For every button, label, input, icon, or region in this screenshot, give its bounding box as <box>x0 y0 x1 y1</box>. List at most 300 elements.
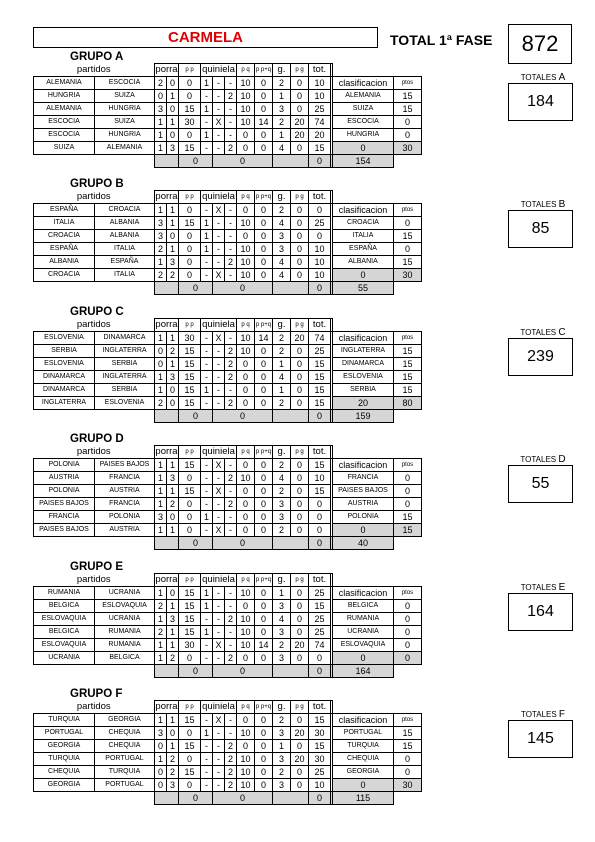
score-cell: 0 <box>255 77 273 90</box>
score-cell: - <box>213 498 225 511</box>
match-row <box>34 230 422 243</box>
score-cell: 20 <box>291 129 309 142</box>
score-cell: 2 <box>225 498 237 511</box>
match-row <box>34 498 422 511</box>
header-row <box>34 191 422 204</box>
score-cell: 0 <box>179 256 201 269</box>
score-cell: 0 <box>255 652 273 665</box>
score-cell: 1 <box>155 639 167 652</box>
score-cell: 3 <box>273 753 291 766</box>
score-cell: 0 <box>291 384 309 397</box>
match-row <box>34 740 422 753</box>
score-cell: 4 <box>273 142 291 155</box>
score-cell: 0 <box>237 485 255 498</box>
score-cell: - <box>225 714 237 727</box>
clas-points: 0 <box>394 626 422 639</box>
away-team: TURQUIA <box>95 766 155 779</box>
subtotal-value: 0 <box>213 665 273 678</box>
score-cell: 3 <box>167 613 179 626</box>
header-pq: p q <box>237 319 255 332</box>
clas-points: 15 <box>394 358 422 371</box>
header-quiniela: quiniela <box>202 446 235 457</box>
home-team: CROACIA <box>34 269 95 282</box>
score-cell: - <box>213 511 225 524</box>
away-team: PAISES BAJOS <box>95 459 155 472</box>
score-cell: 20 <box>291 727 309 740</box>
totales-label <box>508 199 578 210</box>
match-row <box>34 459 422 472</box>
score-cell: 10 <box>237 727 255 740</box>
score-cell: 10 <box>237 269 255 282</box>
spacer <box>333 574 394 587</box>
header-g: g. <box>273 701 291 714</box>
score-cell: 0 <box>237 358 255 371</box>
score-cell: - <box>225 77 237 90</box>
subtotal-blank <box>155 665 179 678</box>
home-team: TURQUIA <box>34 714 95 727</box>
score-cell: 1 <box>167 740 179 753</box>
score-cell: 3 <box>155 230 167 243</box>
score-cell: 1 <box>155 384 167 397</box>
clas-subtotal-points: 80 <box>394 397 422 410</box>
score-cell: 1 <box>201 626 213 639</box>
score-cell: - <box>201 90 213 103</box>
header-porra: porra <box>155 574 178 585</box>
away-team: CROACIA <box>95 204 155 217</box>
score-cell: 15 <box>179 384 201 397</box>
score-cell: 10 <box>309 269 331 282</box>
clas-team: ESLOVAQUIA <box>333 639 394 652</box>
clasificacion-header: clasificacion <box>333 587 394 600</box>
totales-text: TOTALES <box>520 455 557 464</box>
subtotal-blank <box>273 792 309 805</box>
totales-text: TOTALES <box>520 583 557 592</box>
score-cell: 30 <box>179 332 201 345</box>
score-cell: 2 <box>225 256 237 269</box>
match-row <box>34 243 422 256</box>
score-cell: 10 <box>237 243 255 256</box>
score-cell: - <box>201 766 213 779</box>
score-cell: 4 <box>273 217 291 230</box>
score-cell: 10 <box>237 116 255 129</box>
score-cell: 10 <box>309 256 331 269</box>
totales-letter: F <box>558 709 566 720</box>
clas-subtotal-points: 30 <box>394 142 422 155</box>
clas-subtotal: 0 <box>333 652 394 665</box>
home-team: FRANCIA <box>34 511 95 524</box>
away-team: UCRANIA <box>95 587 155 600</box>
score-cell: 15 <box>309 714 331 727</box>
score-cell: 0 <box>255 129 273 142</box>
score-cell: - <box>213 397 225 410</box>
score-cell: 0 <box>237 714 255 727</box>
score-cell: X <box>213 116 225 129</box>
score-cell: 0 <box>291 90 309 103</box>
score-cell: 74 <box>309 116 331 129</box>
clas-points: 15 <box>394 740 422 753</box>
clas-points: 0 <box>394 613 422 626</box>
away-team: ESCOCIA <box>95 77 155 90</box>
header-ppq: p p+q <box>255 64 273 77</box>
header-g: g. <box>273 319 291 332</box>
totales-text: TOTALES <box>520 200 557 209</box>
clas-team: ESCOCIA <box>333 116 394 129</box>
clas-subtotal: 20 <box>333 397 394 410</box>
spacer <box>394 64 422 77</box>
spacer <box>34 665 155 678</box>
score-cell: 2 <box>273 116 291 129</box>
score-cell: 0 <box>179 90 201 103</box>
score-cell: 0 <box>291 217 309 230</box>
score-cell: 2 <box>167 766 179 779</box>
score-cell: 2 <box>273 639 291 652</box>
header-partidos: partidos <box>76 63 111 75</box>
score-cell: 0 <box>255 600 273 613</box>
match-row <box>34 103 422 116</box>
score-cell: 1 <box>273 384 291 397</box>
ptos-header: ptos <box>394 714 422 727</box>
score-cell: - <box>213 472 225 485</box>
away-team: FRANCIA <box>95 472 155 485</box>
score-cell: 1 <box>155 204 167 217</box>
clas-points: 0 <box>394 243 422 256</box>
spacer <box>333 446 394 459</box>
subtotal-value: 0 <box>309 155 331 168</box>
score-cell: 0 <box>255 524 273 537</box>
score-cell: 15 <box>309 142 331 155</box>
score-cell: 10 <box>237 639 255 652</box>
group-title: GRUPO C <box>70 306 124 318</box>
totales-label <box>508 327 578 338</box>
score-cell: 1 <box>273 740 291 753</box>
score-cell: 0 <box>167 511 179 524</box>
group-table <box>33 445 422 550</box>
score-cell: 2 <box>273 397 291 410</box>
home-team: ESLOVENIA <box>34 358 95 371</box>
score-cell: 0 <box>291 779 309 792</box>
totales-value: 85 <box>508 210 573 248</box>
score-cell: 0 <box>291 587 309 600</box>
header-quiniela: quiniela <box>202 319 235 330</box>
header-partidos: partidos <box>76 700 111 712</box>
home-team: SERBIA <box>34 345 95 358</box>
score-cell: X <box>213 269 225 282</box>
score-cell: 1 <box>167 358 179 371</box>
score-cell: 15 <box>179 626 201 639</box>
subtotal-value: 0 <box>309 410 331 423</box>
score-cell: 10 <box>309 90 331 103</box>
home-team: DINAMARCA <box>34 384 95 397</box>
score-cell: 1 <box>167 639 179 652</box>
subtotal-blank <box>155 537 179 550</box>
score-cell: 15 <box>309 485 331 498</box>
score-cell: 0 <box>255 90 273 103</box>
score-cell: 1 <box>155 116 167 129</box>
subtotal-value: 159 <box>333 410 394 423</box>
match-row <box>34 613 422 626</box>
clas-team: PORTUGAL <box>333 727 394 740</box>
away-team: ESPAÑA <box>95 256 155 269</box>
subtotal-row <box>34 665 422 678</box>
score-cell: - <box>213 345 225 358</box>
score-cell: 1 <box>273 90 291 103</box>
score-cell: - <box>201 779 213 792</box>
score-cell: 0 <box>255 256 273 269</box>
score-cell: 25 <box>309 345 331 358</box>
header-pp: p p <box>179 64 201 77</box>
clas-points: 0 <box>394 116 422 129</box>
score-cell: 0 <box>237 740 255 753</box>
score-cell: 14 <box>255 332 273 345</box>
group-b <box>33 178 578 293</box>
score-cell: - <box>201 397 213 410</box>
score-cell: 3 <box>155 727 167 740</box>
totales-letter: C <box>558 327 566 338</box>
score-cell: 1 <box>155 613 167 626</box>
score-cell: 1 <box>155 498 167 511</box>
score-cell: 0 <box>179 230 201 243</box>
home-team: SUIZA <box>34 142 95 155</box>
score-cell: 0 <box>255 779 273 792</box>
score-cell: 0 <box>291 142 309 155</box>
header-pq: p q <box>237 701 255 714</box>
score-cell: 0 <box>167 384 179 397</box>
subtotal-value: 0 <box>309 537 331 550</box>
score-cell: 0 <box>291 103 309 116</box>
score-cell: 0 <box>291 485 309 498</box>
clas-points: 0 <box>394 217 422 230</box>
score-cell: 20 <box>309 129 331 142</box>
score-cell: 15 <box>179 142 201 155</box>
score-cell: 30 <box>309 753 331 766</box>
header-pp: p p <box>179 446 201 459</box>
home-team: GEORGIA <box>34 779 95 792</box>
home-team: ITALIA <box>34 217 95 230</box>
score-cell: 3 <box>155 217 167 230</box>
clas-team: ITALIA <box>333 230 394 243</box>
score-cell: 2 <box>155 269 167 282</box>
home-team: BELGICA <box>34 600 95 613</box>
score-cell: 0 <box>291 740 309 753</box>
score-cell: 2 <box>225 613 237 626</box>
score-cell: - <box>201 256 213 269</box>
clas-points: 15 <box>394 256 422 269</box>
score-cell: 3 <box>273 626 291 639</box>
totales-letter: A <box>558 72 566 83</box>
clas-points: 0 <box>394 485 422 498</box>
score-cell: 1 <box>167 626 179 639</box>
score-cell: 2 <box>155 243 167 256</box>
score-cell: 0 <box>255 358 273 371</box>
score-cell: 4 <box>273 371 291 384</box>
score-cell: 20 <box>291 332 309 345</box>
header-ppq: p p+q <box>255 191 273 204</box>
subtotal-blank <box>155 155 179 168</box>
score-cell: 0 <box>179 243 201 256</box>
score-cell: 0 <box>167 103 179 116</box>
score-cell: - <box>213 217 225 230</box>
score-cell: X <box>213 714 225 727</box>
header-pg: p g <box>291 574 309 587</box>
score-cell: 0 <box>237 230 255 243</box>
subtotal-value: 0 <box>309 282 331 295</box>
clas-team: ALEMANIA <box>333 90 394 103</box>
away-team: SUIZA <box>95 116 155 129</box>
score-cell: - <box>213 142 225 155</box>
score-cell: 1 <box>201 77 213 90</box>
score-cell: 1 <box>201 103 213 116</box>
spacer <box>333 701 394 714</box>
score-cell: - <box>225 269 237 282</box>
home-team: PAISES BAJOS <box>34 498 95 511</box>
away-team: SERBIA <box>95 358 155 371</box>
totales-letter: D <box>558 454 566 465</box>
score-cell: 4 <box>273 472 291 485</box>
header-quiniela: quiniela <box>202 701 235 712</box>
subtotal-row <box>34 410 422 423</box>
score-cell: 0 <box>291 600 309 613</box>
clas-subtotal-points: 0 <box>394 652 422 665</box>
away-team: ESLOVENIA <box>95 397 155 410</box>
score-cell: 0 <box>255 371 273 384</box>
score-cell: - <box>201 472 213 485</box>
score-cell: X <box>213 459 225 472</box>
clas-points: 15 <box>394 511 422 524</box>
score-cell: 2 <box>225 371 237 384</box>
ptos-header: ptos <box>394 459 422 472</box>
score-cell: 1 <box>155 753 167 766</box>
clas-points: 0 <box>394 639 422 652</box>
match-row <box>34 524 422 537</box>
score-cell: 0 <box>255 740 273 753</box>
clas-team: CHEQUIA <box>333 753 394 766</box>
group-title: GRUPO B <box>70 178 124 190</box>
away-team: INGLATERRA <box>95 371 155 384</box>
score-cell: 0 <box>309 230 331 243</box>
score-cell: 0 <box>179 204 201 217</box>
score-cell: 1 <box>201 230 213 243</box>
score-cell: 2 <box>225 740 237 753</box>
score-cell: 3 <box>167 256 179 269</box>
ptos-header: ptos <box>394 587 422 600</box>
group-f <box>33 688 578 803</box>
header-g: g. <box>273 64 291 77</box>
match-row <box>34 90 422 103</box>
clas-team: HUNGRIA <box>333 129 394 142</box>
subtotal-blank <box>155 410 179 423</box>
score-cell: 14 <box>255 116 273 129</box>
header-pp: p p <box>179 191 201 204</box>
score-cell: 0 <box>309 524 331 537</box>
score-cell: 0 <box>255 511 273 524</box>
score-cell: 0 <box>255 498 273 511</box>
score-cell: 2 <box>225 652 237 665</box>
score-cell: 15 <box>179 587 201 600</box>
home-team: ESPAÑA <box>34 243 95 256</box>
score-cell: - <box>213 727 225 740</box>
home-team: ALBANIA <box>34 256 95 269</box>
score-cell: - <box>225 384 237 397</box>
subtotal-value: 0 <box>309 792 331 805</box>
match-row <box>34 587 422 600</box>
home-team: ESLOVENIA <box>34 332 95 345</box>
home-team: ESCOCIA <box>34 129 95 142</box>
score-cell: 10 <box>237 332 255 345</box>
score-cell: 0 <box>179 498 201 511</box>
header-ppq: p p+q <box>255 319 273 332</box>
subtotal-row <box>34 155 422 168</box>
score-cell: - <box>201 116 213 129</box>
score-cell: 1 <box>155 129 167 142</box>
score-cell: - <box>201 524 213 537</box>
score-cell: 0 <box>309 511 331 524</box>
totales-text: TOTALES <box>520 73 557 82</box>
score-cell: 20 <box>291 116 309 129</box>
score-cell: 4 <box>273 256 291 269</box>
score-cell: 0 <box>237 498 255 511</box>
score-cell: 1 <box>167 524 179 537</box>
score-cell: 1 <box>155 256 167 269</box>
match-row <box>34 384 422 397</box>
header-g: g. <box>273 191 291 204</box>
clas-points: 0 <box>394 753 422 766</box>
score-cell: - <box>201 459 213 472</box>
subtotal-row <box>34 537 422 550</box>
clas-points: 15 <box>394 90 422 103</box>
score-cell: 0 <box>237 600 255 613</box>
spacer <box>34 792 155 805</box>
group-c <box>33 306 578 421</box>
clas-team: SUIZA <box>333 103 394 116</box>
score-cell: 0 <box>155 358 167 371</box>
score-cell: 2 <box>225 142 237 155</box>
score-cell: 0 <box>237 397 255 410</box>
home-team: POLONIA <box>34 459 95 472</box>
score-cell: 0 <box>291 77 309 90</box>
score-cell: 2 <box>225 90 237 103</box>
score-cell: - <box>201 753 213 766</box>
header-pq: p q <box>237 574 255 587</box>
header-pg: p g <box>291 191 309 204</box>
header-tot: tot. <box>309 319 331 332</box>
spacer <box>34 155 155 168</box>
totales-value: 145 <box>508 720 573 758</box>
away-team: HUNGRIA <box>95 103 155 116</box>
header-tot: tot. <box>309 701 331 714</box>
score-cell: 0 <box>179 779 201 792</box>
score-cell: 0 <box>291 524 309 537</box>
score-cell: - <box>213 652 225 665</box>
totales-text: TOTALES <box>520 328 557 337</box>
header-tot: tot. <box>309 64 331 77</box>
score-cell: 0 <box>179 129 201 142</box>
score-cell: 10 <box>237 345 255 358</box>
score-cell: - <box>213 371 225 384</box>
score-cell: 0 <box>291 397 309 410</box>
score-cell: - <box>201 613 213 626</box>
score-cell: 10 <box>309 472 331 485</box>
score-cell: 2 <box>225 358 237 371</box>
clas-subtotal-points: 15 <box>394 524 422 537</box>
subtotal-value: 0 <box>179 155 213 168</box>
score-cell: - <box>201 204 213 217</box>
header-quiniela: quiniela <box>202 64 235 75</box>
score-cell: 15 <box>309 371 331 384</box>
score-cell: 1 <box>155 524 167 537</box>
header-porra: porra <box>155 701 178 712</box>
score-cell: - <box>213 779 225 792</box>
score-cell: 15 <box>179 358 201 371</box>
